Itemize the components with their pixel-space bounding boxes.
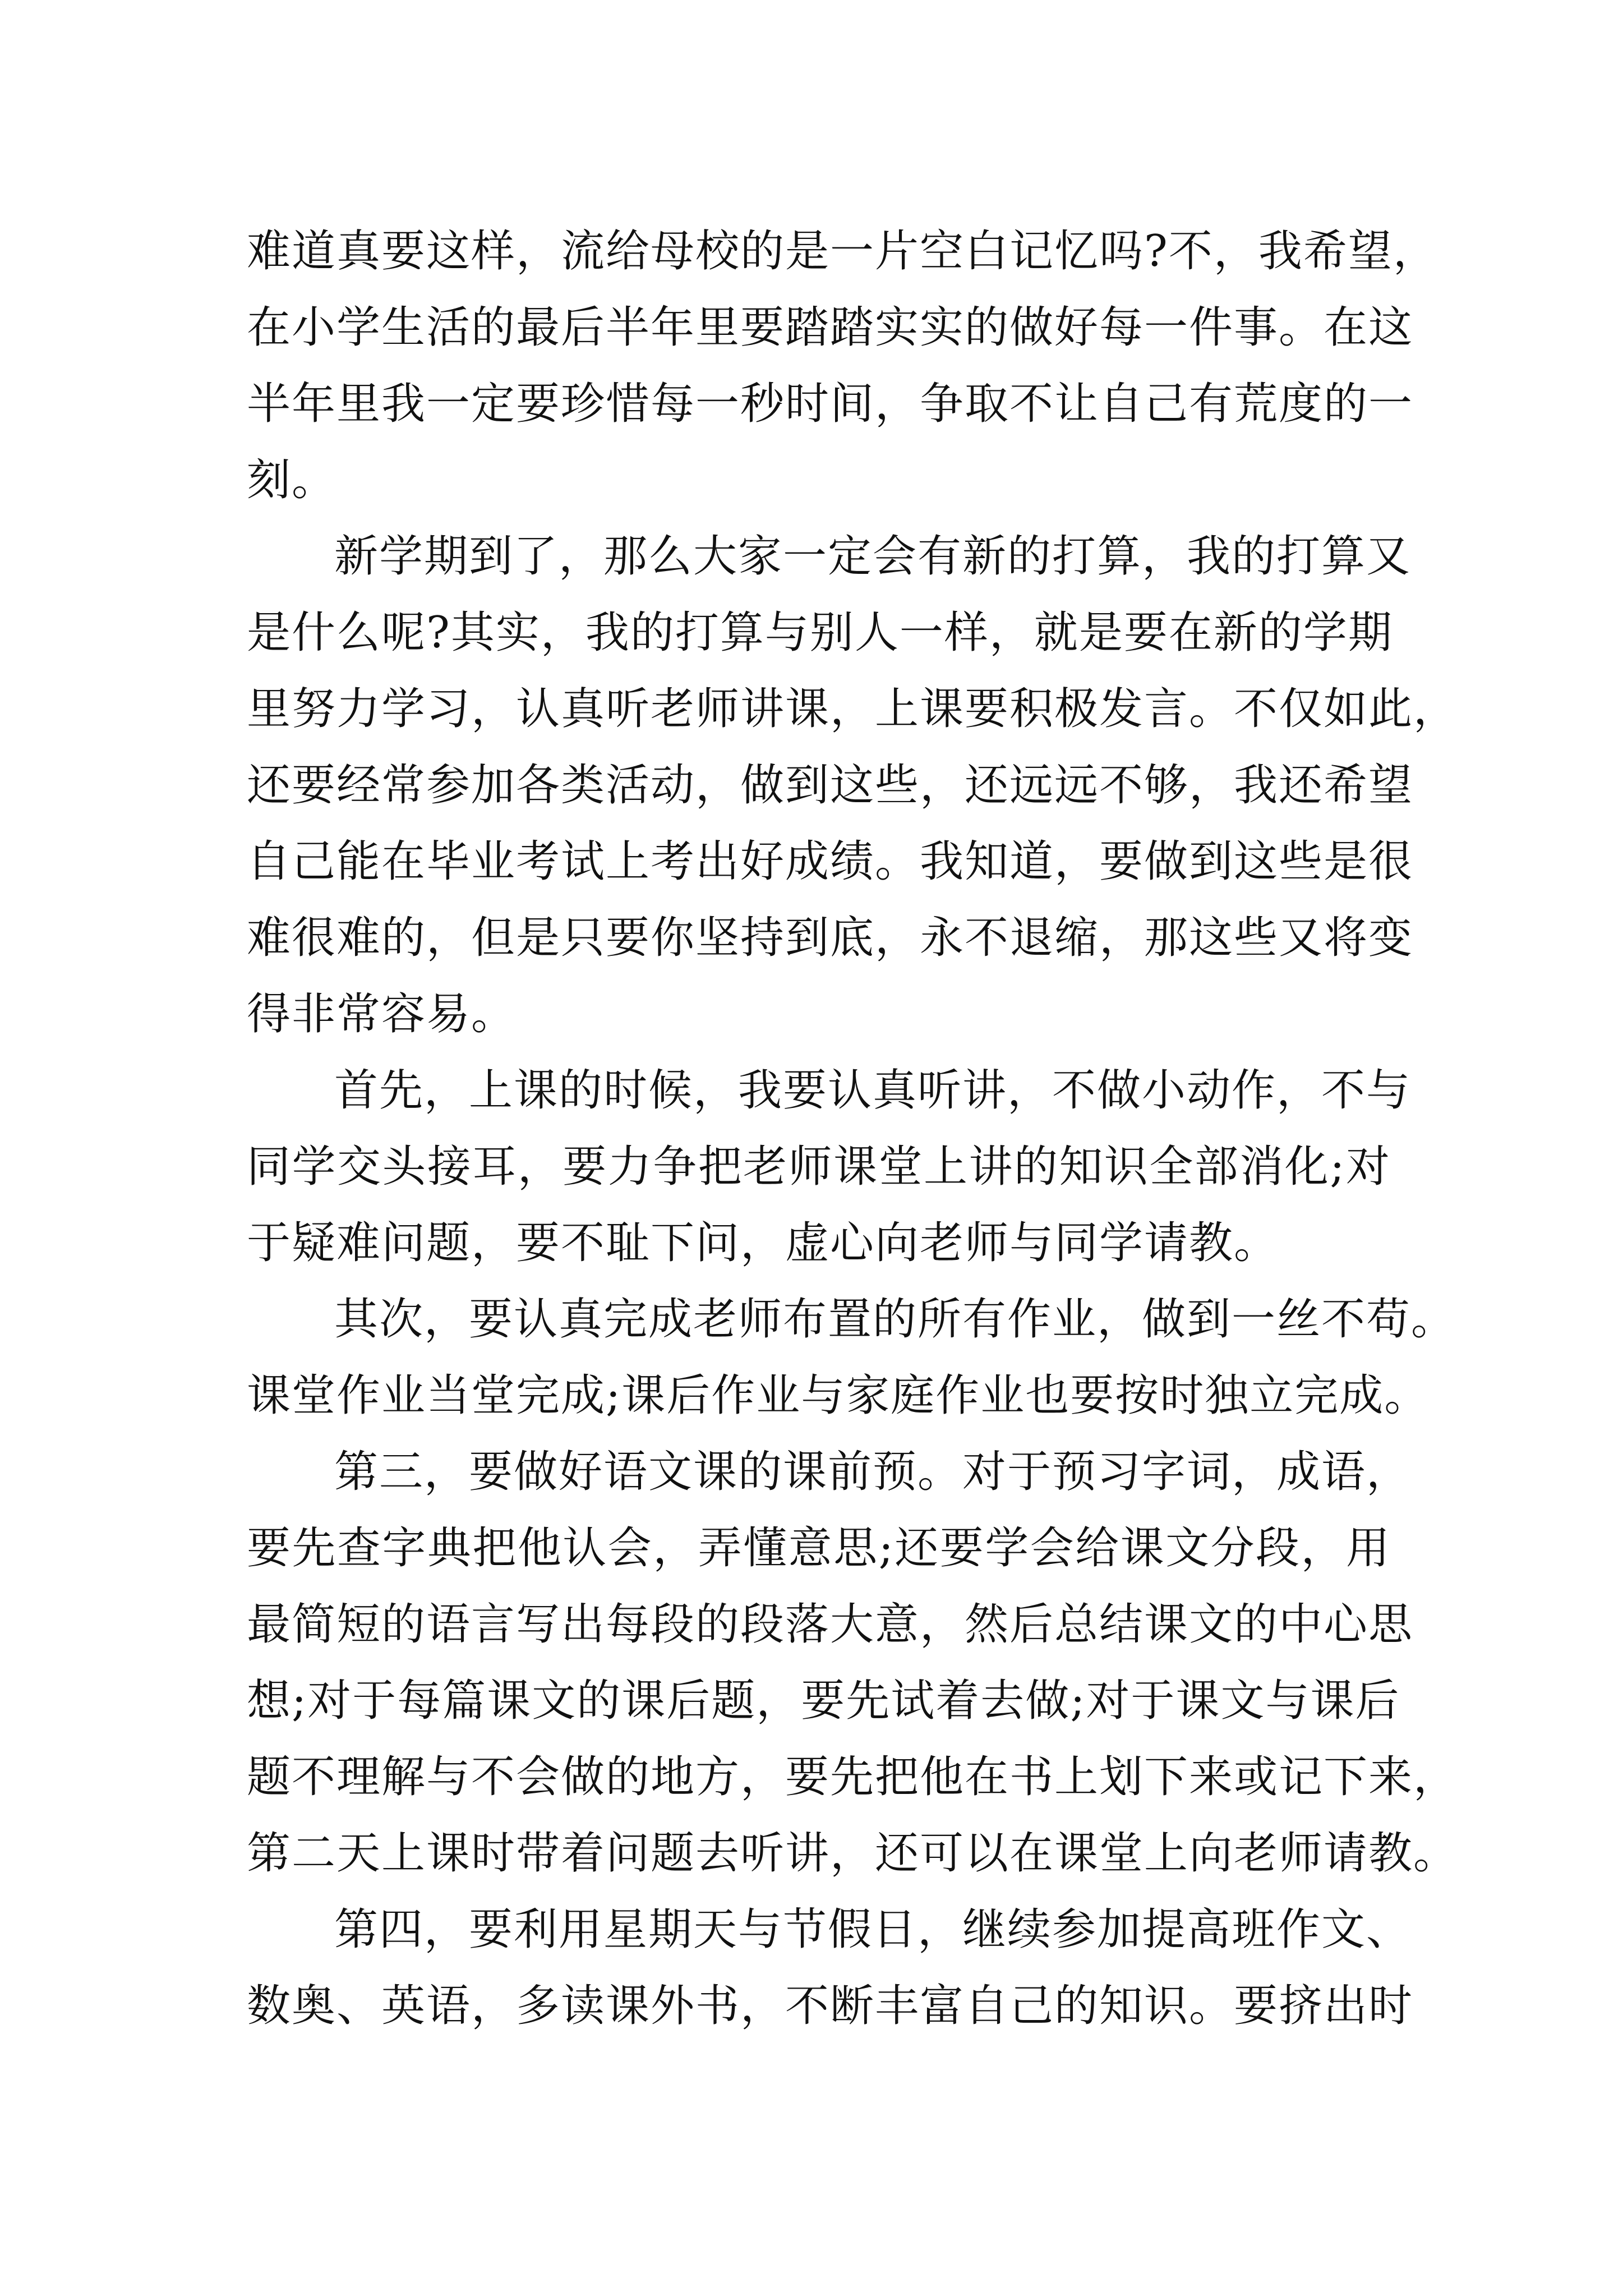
text-line: 其次，要认真完成老师布置的所有作业，做到一丝不苟。 (334, 1294, 1456, 1345)
paragraph-2 (247, 518, 1459, 1052)
text-line: 还要经常参加各类活动，做到这些，还远远不够，我还希望 (247, 760, 1414, 811)
text-line: 第二天上课时带着问题去听讲，还可以在课堂上向老师请教。 (247, 1828, 1459, 1879)
paragraph-6 (247, 1892, 1414, 2044)
text-line: 第三，要做好语文课的课前预。对于预习字词，成语， (334, 1447, 1412, 1497)
text-line: 于疑难问题，要不耻下问，虚心向老师与同学请教。 (247, 1218, 1279, 1268)
text-line: 自己能在毕业考试上考出好成绩。我知道，要做到这些是很 (247, 836, 1414, 887)
text-line: 首先，上课的时候，我要认真听讲，不做小动作，不与 (334, 1065, 1412, 1116)
text-line: 课堂作业当堂完成;课后作业与家庭作业也要按时独立完成。 (247, 1370, 1430, 1421)
text-line: 数奥、英语，多读课外书，不断丰富自己的知识。要挤出时 (247, 1981, 1414, 2031)
text-line: 得非常容易。 (247, 989, 517, 1039)
text-line: 里努力学习，认真听老师讲课，上课要积极发言。不仅如此， (247, 684, 1459, 734)
text-line: 刻。 (247, 455, 337, 505)
text-line: 在小学生活的最后半年里要踏踏实实的做好每一件事。在这 (247, 302, 1414, 353)
text-line: 要先查字典把他认会，弄懂意思;还要学会给课文分段，用 (247, 1523, 1391, 1573)
document-body (247, 213, 1459, 2044)
paragraph-4 (247, 1281, 1456, 1434)
text-line: 想;对于每篇课文的课后题，要先试着去做;对于课文与课后 (247, 1676, 1400, 1726)
text-line: 难道真要这样，流给母校的是一片空白记忆吗?不，我希望， (247, 226, 1438, 277)
text-line: 新学期到了，那么大家一定会有新的打算，我的打算又 (334, 531, 1412, 582)
text-line: 同学交头接耳，要力争把老师课堂上讲的知识全部消化;对 (247, 1142, 1391, 1192)
text-line: 难很难的，但是只要你坚持到底，永不退缩，那这些又将变 (247, 913, 1414, 963)
paragraph-5 (247, 1434, 1459, 1892)
text-line: 半年里我一定要珍惜每一秒时间，争取不让自己有荒度的一 (247, 379, 1414, 429)
paragraph-1 (247, 213, 1438, 518)
text-line: 第四，要利用星期天与节假日，继续参加提高班作文、 (334, 1904, 1412, 1955)
paragraph-3 (247, 1052, 1412, 1281)
text-line: 最简短的语言写出每段的段落大意，然后总结课文的中心思 (247, 1599, 1414, 1650)
text-line: 是什么呢?其实，我的打算与别人一样，就是要在新的学期 (247, 608, 1393, 658)
text-line: 题不理解与不会做的地方，要先把他在书上划下来或记下来， (247, 1752, 1459, 1802)
